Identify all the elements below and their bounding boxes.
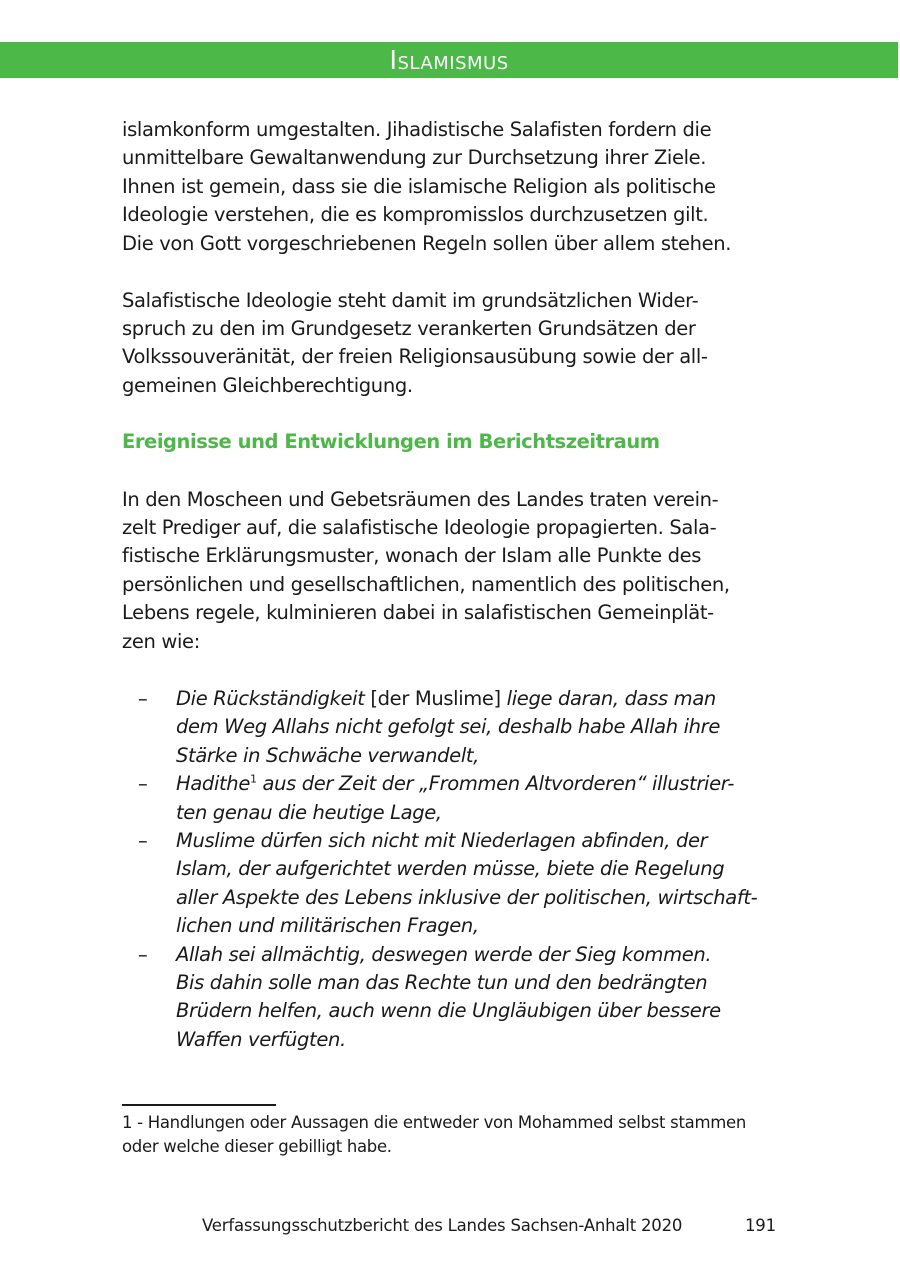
text-line: Volkssouveränität, der freien Religionsausübung sowie der all- bbox=[122, 345, 708, 369]
dash-bullet: – bbox=[138, 942, 148, 966]
text-line: zen wie: bbox=[122, 629, 200, 653]
section-heading: Ereignisse und Entwicklungen im Berichtszeitraum bbox=[122, 430, 660, 454]
text-line: 1 - Handlungen oder Aussagen die entweder von Mohammed selbst stammen bbox=[122, 1113, 747, 1132]
text-line: unmittelbare Gewaltanwendung zur Durchsetzung ihrer Ziele. bbox=[122, 146, 707, 170]
text-segment: Hadithe bbox=[176, 772, 250, 796]
text-line: fistische Erklärungsmuster, wonach der Islam alle Punkte des bbox=[122, 544, 702, 568]
dash-bullet: – bbox=[138, 772, 148, 796]
quote-list bbox=[122, 685, 782, 1054]
text-line: Die von Gott vorgeschriebenen Regeln sollen über allem stehen. bbox=[122, 231, 732, 255]
text-line: persönlichen und gesellschaftlichen, namentlich des politischen, bbox=[122, 572, 730, 596]
text-line: Salafistische Ideologie steht damit im grundsätzlichen Wider- bbox=[122, 288, 699, 312]
dash-bullet: – bbox=[138, 829, 148, 853]
text-line: ten genau die heutige Lage, bbox=[176, 800, 442, 824]
text-segment: liege daran, dass man bbox=[500, 687, 716, 710]
text-line: Brüdern helfen, auch wenn die Ungläubigen über bessere bbox=[176, 999, 721, 1023]
text-line: Muslime dürfen sich nicht mit Niederlagen abfinden, der bbox=[176, 829, 708, 853]
text-line: islamkonform umgestalten. Jihadistische Salafisten fordern die bbox=[122, 118, 712, 141]
footnote-divider bbox=[122, 1104, 276, 1106]
text-line: lichen und militärischen Fragen, bbox=[176, 914, 479, 938]
footnote bbox=[122, 1111, 792, 1158]
text-line: Stärke in Schwäche verwandelt, bbox=[176, 743, 480, 767]
page-number: 191 bbox=[745, 1216, 776, 1235]
dash-bullet: – bbox=[138, 687, 148, 710]
text-line: In den Moscheen und Gebetsräumen des Landes traten verein- bbox=[122, 487, 719, 511]
footer-title: Verfassungsschutzbericht des Landes Sachsen-Anhalt 2020 bbox=[202, 1216, 683, 1235]
list-item bbox=[122, 941, 782, 1055]
text-line: Waffen verfügten. bbox=[176, 1027, 346, 1051]
text-line: gemeinen Gleichberechtigung. bbox=[122, 373, 413, 397]
list-item bbox=[122, 685, 782, 770]
text-line: dem Weg Allahs nicht gefolgt sei, deshalb habe Allah ihre bbox=[176, 715, 720, 739]
text-line: Ideologie verstehen, die es kompromisslos durchzusetzen gilt. bbox=[122, 203, 709, 227]
text-line bbox=[176, 770, 782, 798]
text-segment: [der Muslime] bbox=[370, 687, 501, 710]
paragraph-3 bbox=[122, 486, 782, 656]
text-line: Bis dahin solle man das Rechte tun und den bedrängten bbox=[176, 971, 708, 995]
text-line bbox=[176, 685, 782, 713]
text-segment: Die Rückständigkeit bbox=[176, 687, 371, 710]
text-segment: aus der Zeit der „Frommen Altvorderen“ illustrier- bbox=[256, 772, 735, 796]
text-line: Lebens regele, kulminieren dabei in salafistischen Gemeinplät- bbox=[122, 601, 714, 625]
list-item bbox=[122, 770, 782, 827]
text-line: spruch zu den im Grundgesetz verankerten Grundsätzen der bbox=[122, 316, 696, 340]
page-content bbox=[122, 116, 782, 1054]
paragraph-2 bbox=[122, 287, 782, 401]
text-line: aller Aspekte des Lebens inklusive der politischen, wirtschaft- bbox=[176, 885, 758, 909]
paragraph-1 bbox=[122, 116, 782, 258]
list-item bbox=[122, 827, 782, 941]
text-line: zelt Prediger auf, die salafistische Ideologie propagierten. Sala- bbox=[122, 515, 717, 539]
text-line: Allah sei allmächtig, deswegen werde der Sieg kommen. bbox=[176, 942, 712, 966]
text-line: Islam, der aufgerichtet werden müsse, biete die Regelung bbox=[176, 857, 725, 881]
text-line: Ihnen ist gemein, dass sie die islamische Religion als politische bbox=[122, 174, 716, 198]
text-line: oder welche dieser gebilligt habe. bbox=[122, 1136, 392, 1156]
chapter-title: Islamismus bbox=[389, 46, 509, 76]
chapter-header-bar bbox=[0, 42, 898, 78]
footnote-reference: 1 bbox=[249, 772, 257, 786]
